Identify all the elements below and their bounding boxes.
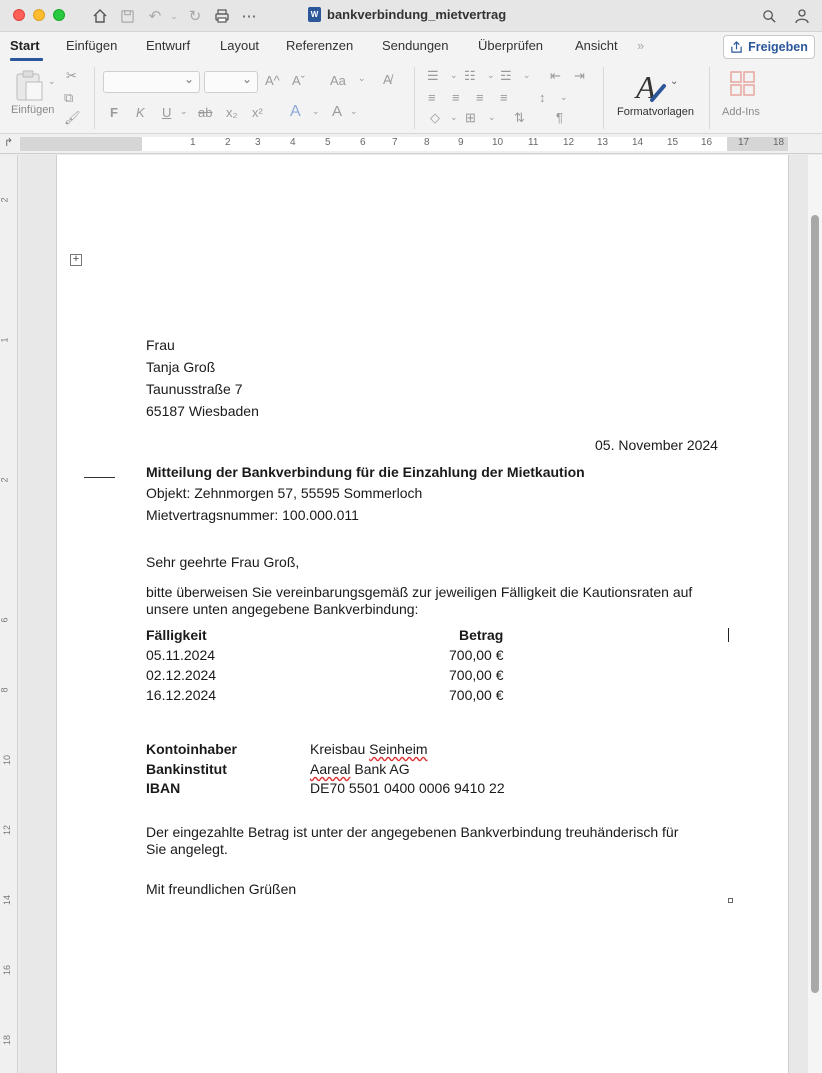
ruler-number: 7: [392, 137, 398, 148]
ruler-number: 11: [528, 137, 539, 148]
text-effects-dropdown-icon[interactable]: ⌄: [312, 106, 320, 116]
ruler-number: 2: [0, 197, 10, 203]
divider: [709, 67, 710, 129]
borders-dropdown-icon[interactable]: ⌄: [488, 112, 496, 122]
ruler-number: 10: [2, 754, 13, 766]
ribbon: [0, 62, 822, 134]
divider: [603, 67, 604, 129]
ruler-number: 18: [2, 1034, 13, 1046]
svg-text:A: A: [636, 69, 656, 104]
tab-stop-selector-icon[interactable]: ↱: [4, 137, 14, 149]
object-line[interactable]: Objekt: Zehnmorgen 57, 55595 Sommerloch: [146, 485, 423, 501]
line-spacing-dropdown-icon[interactable]: ⌄: [560, 92, 568, 102]
ruler-number: 9: [458, 137, 464, 148]
letter-date[interactable]: 05. November 2024: [595, 437, 718, 453]
schedule-header-amount[interactable]: Betrag: [459, 627, 504, 643]
ruler-number: 16: [701, 137, 713, 148]
tab-layout[interactable]: Layout: [220, 38, 260, 53]
ruler-number: 8: [424, 137, 430, 148]
underline-button[interactable]: U: [162, 105, 172, 120]
search-icon[interactable]: [759, 6, 779, 26]
account-icon[interactable]: [792, 6, 812, 26]
text-effects-icon[interactable]: A: [290, 103, 301, 120]
undo-dropdown-icon[interactable]: ⌄: [170, 10, 178, 21]
schedule-row-amount[interactable]: 700,00 €: [449, 687, 504, 703]
justify-icon[interactable]: ≡: [500, 90, 508, 105]
maximize-window-button[interactable]: [53, 9, 65, 21]
salutation[interactable]: Sehr geehrte Frau Groß,: [146, 554, 300, 570]
ruler-number: 3: [255, 137, 261, 148]
recipient-address[interactable]: Frau Tanja Groß Taunusstraße 7 65187 Wiesbaden: [146, 337, 259, 419]
bank-institute-label[interactable]: Bankinstitut: [146, 761, 227, 777]
tab-start[interactable]: Start: [10, 38, 40, 53]
ruler-number: 10: [492, 137, 504, 148]
share-icon: [730, 41, 743, 54]
document-title: W bankverbindung_mietvertrag: [308, 7, 506, 22]
ruler-number: 2: [0, 477, 10, 483]
clear-formatting-icon[interactable]: A̸: [383, 72, 392, 87]
align-right-icon[interactable]: ≡: [476, 90, 484, 105]
multilevel-list-icon[interactable]: ☲: [500, 68, 512, 83]
superscript-button[interactable]: x²: [252, 105, 263, 120]
account-holder-label[interactable]: Kontoinhaber: [146, 741, 237, 757]
scrollbar-thumb[interactable]: [811, 215, 819, 993]
ruler-number: 14: [2, 894, 13, 906]
paste-label: Einfügen: [11, 104, 55, 116]
text-cursor: [728, 628, 729, 642]
ruler-number: 1: [0, 337, 10, 343]
schedule-row-due[interactable]: 05.11.2024: [146, 647, 216, 663]
sort-icon[interactable]: ⇅: [514, 110, 525, 125]
change-case-dropdown-icon[interactable]: ⌄: [358, 73, 366, 83]
decrease-indent-icon[interactable]: ⇤: [550, 68, 561, 83]
copy-icon[interactable]: ⧉: [64, 90, 74, 105]
ruler-number: 14: [632, 137, 644, 148]
increase-indent-icon[interactable]: ⇥: [574, 68, 585, 83]
shading-icon[interactable]: ◇: [430, 110, 440, 125]
horizontal-ruler[interactable]: [0, 134, 822, 154]
print-icon[interactable]: [212, 6, 232, 26]
iban-value[interactable]: DE70 5501 0400 0006 9410 22: [310, 780, 505, 796]
ruler-number: 4: [290, 137, 296, 148]
bold-button[interactable]: F: [110, 105, 118, 120]
close-window-button[interactable]: [13, 9, 25, 21]
show-formatting-icon[interactable]: ¶: [556, 110, 563, 125]
ruler-number: 8: [0, 687, 10, 693]
bullets-icon[interactable]: ☰: [427, 68, 439, 83]
schedule-header-due[interactable]: Fälligkeit: [146, 627, 207, 643]
bank-institute-value[interactable]: Aareal Bank AG: [310, 761, 410, 777]
schedule-row-amount[interactable]: 700,00 €: [449, 667, 504, 683]
grow-font-icon[interactable]: A^: [265, 73, 280, 88]
intro-paragraph[interactable]: bitte überweisen Sie vereinbarungsgemäß zur jeweiligen Fälligkeit die Kautionsraten auf unsere unten angegebene Bankverbindung:: [146, 584, 693, 617]
iban-label[interactable]: IBAN: [146, 780, 181, 796]
sign-off[interactable]: Mit freundlichen Grüßen: [146, 881, 297, 897]
addins-icon: [729, 70, 757, 98]
ruler-number: 6: [360, 137, 366, 148]
ruler-number: 17: [738, 137, 750, 148]
title-bar: [0, 0, 822, 32]
align-left-icon[interactable]: ≡: [428, 90, 436, 105]
subscript-button[interactable]: x₂: [226, 105, 238, 120]
more-icon[interactable]: ⋯: [241, 8, 257, 25]
ribbon-tabs: [0, 32, 822, 62]
clipboard-icon: [12, 68, 46, 102]
tab-ansicht[interactable]: Ansicht: [575, 38, 618, 53]
underline-dropdown-icon[interactable]: ⌄: [180, 106, 188, 116]
ruler-margin-left: [20, 137, 142, 151]
ruler-number: 15: [667, 137, 679, 148]
minimize-window-button[interactable]: [33, 9, 45, 21]
home-icon[interactable]: [90, 6, 110, 26]
word-document-icon: W: [308, 7, 321, 22]
font-family-select[interactable]: [103, 71, 200, 93]
resize-handle[interactable]: [728, 898, 733, 903]
schedule-row-due[interactable]: 16.12.2024: [146, 687, 217, 703]
schedule-row-amount[interactable]: 700,00 €: [449, 647, 504, 663]
align-center-icon[interactable]: ≡: [452, 90, 460, 105]
shrink-font-icon[interactable]: Aˇ: [292, 73, 305, 88]
fold-mark: [84, 477, 115, 478]
highlight-color-icon[interactable]: A: [332, 103, 343, 120]
multilevel-dropdown-icon[interactable]: ⌄: [523, 70, 531, 80]
font-size-select[interactable]: [204, 71, 258, 93]
ruler-number: 5: [325, 137, 331, 148]
tab-einfuegen[interactable]: Einfügen: [66, 38, 118, 53]
borders-icon[interactable]: ⊞: [465, 110, 476, 125]
change-case-icon[interactable]: Aa: [330, 73, 346, 88]
ruler-number: 13: [597, 137, 609, 148]
divider: [94, 67, 95, 129]
share-button[interactable]: Freigeben: [723, 35, 815, 59]
styles-dropdown-icon: ⌄: [670, 76, 679, 87]
tab-entwurf[interactable]: Entwurf: [146, 38, 191, 53]
ruler-number: 6: [0, 617, 10, 623]
vertical-scrollbar[interactable]: [808, 155, 822, 1073]
addins-button[interactable]: Add-Ins: [720, 66, 766, 126]
ruler-number: 2: [225, 137, 231, 148]
contract-number-line[interactable]: Mietvertragsnummer: 100.000.011: [146, 507, 359, 523]
redo-icon[interactable]: ↻: [188, 8, 202, 25]
format-painter-icon[interactable]: 🖌: [64, 110, 81, 125]
account-holder-value[interactable]: Kreisbau Seinheim: [310, 741, 428, 757]
tab-ueberpruefen[interactable]: Überprüfen: [478, 38, 544, 53]
closing-paragraph[interactable]: Der eingezahlte Betrag ist unter der angegebenen Bankverbindung treuhänderisch für Sie angelegt.: [146, 824, 679, 857]
line-spacing-icon[interactable]: ↕: [539, 90, 546, 105]
bullets-dropdown-icon[interactable]: ⌄: [450, 70, 458, 80]
active-tab-indicator: [10, 58, 43, 61]
letter-subject[interactable]: Mitteilung der Bankverbindung für die Einzahlung der Mietkaution: [146, 464, 585, 480]
ruler-number: 18: [773, 137, 785, 148]
cut-icon[interactable]: ✂: [66, 68, 77, 83]
italic-button[interactable]: K: [136, 105, 145, 120]
vertical-ruler[interactable]: [0, 155, 18, 1073]
ruler-number: 16: [2, 964, 13, 976]
tab-sendungen[interactable]: Sendungen: [382, 38, 449, 53]
paste-dropdown-icon[interactable]: ⌄: [48, 76, 56, 86]
more-tabs-icon[interactable]: »: [637, 38, 645, 53]
highlight-dropdown-icon[interactable]: ⌄: [350, 106, 358, 116]
styles-icon: [634, 68, 674, 104]
table-move-handle-icon[interactable]: +: [70, 254, 82, 266]
numbering-dropdown-icon[interactable]: ⌄: [487, 70, 495, 80]
ruler-number: 1: [190, 137, 196, 148]
strikethrough-button[interactable]: ab: [198, 105, 213, 120]
shading-dropdown-icon[interactable]: ⌄: [450, 112, 458, 122]
schedule-row-due[interactable]: 02.12.2024: [146, 667, 217, 683]
save-icon[interactable]: [117, 6, 137, 26]
ruler-number: 12: [563, 137, 575, 148]
numbering-icon[interactable]: ☷: [464, 68, 476, 83]
divider: [414, 67, 415, 129]
styles-button[interactable]: A ⌄ Formatvorlagen: [617, 69, 695, 118]
undo-icon[interactable]: ↶: [148, 8, 162, 25]
tab-referenzen[interactable]: Referenzen: [286, 38, 354, 53]
ruler-number: 12: [2, 824, 13, 836]
